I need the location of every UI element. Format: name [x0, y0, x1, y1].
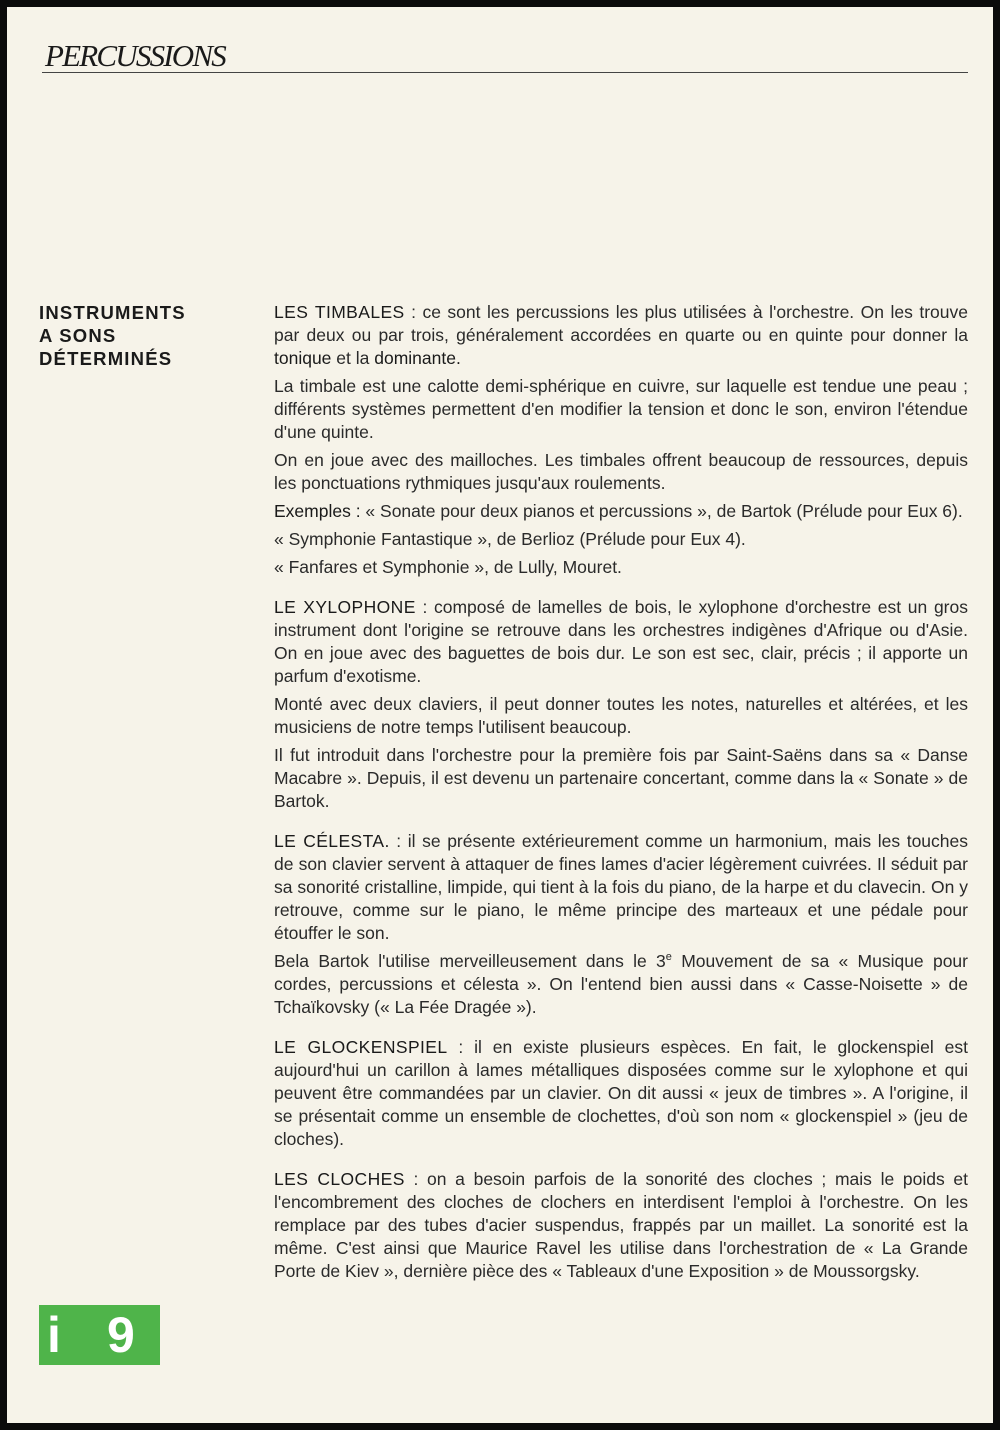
paragraph-text: Bela Bartok l'utilise merveilleusement dans le 3	[274, 951, 666, 971]
paragraph	[274, 500, 968, 523]
paragraph: « Fanfares et Symphonie », de Lully, Mouret.	[274, 557, 622, 577]
term-xylophone: LE XYLOPHONE	[274, 597, 416, 617]
paragraph-text: et la	[331, 348, 375, 368]
section-glockenspiel	[274, 1036, 968, 1151]
term-glockenspiel: LE GLOCKENSPIEL	[274, 1037, 448, 1057]
paragraph: Il fut introduit dans l'orchestre pour la première fois par Saint-Saëns dans sa « Danse Macabre ». Depuis, il est devenu un partenaire concertant, comme dans la « Sonate » de Bartok.	[274, 745, 968, 811]
term-timbales: LES TIMBALES	[274, 302, 405, 322]
term-cloches: LES CLOCHES	[274, 1169, 405, 1189]
document-page	[7, 7, 993, 1423]
paragraph	[274, 1036, 968, 1151]
paragraph	[274, 301, 968, 370]
section-timbales	[274, 301, 968, 579]
paragraph-text: Mouvement de sa « Musique pour cordes, percussions et célesta ». On l'entend bien aussi dans « Casse-Noisette » de Tchaïkovsky (« La Fée Dragée »).	[274, 951, 968, 1017]
paragraph	[274, 1168, 968, 1283]
side-heading	[39, 301, 186, 370]
emphasis-dominante: dominante.	[374, 348, 461, 368]
paragraph	[274, 830, 968, 945]
term-celesta: LE CÉLESTA.	[274, 831, 390, 851]
paragraph: On en joue avec des mailloches. Les timbales offrent beaucoup de ressources, depuis les ponctuations rythmiques jusqu'aux roulements.	[274, 450, 968, 493]
examples-label: Exemples :	[274, 501, 361, 521]
side-heading-line-2: A SONS	[39, 325, 117, 346]
info-icon: i	[47, 1307, 61, 1363]
superscript: e	[665, 951, 672, 964]
paragraph-text: : il en existe plusieurs espèces. En fait, le glockenspiel est aujourd'hui un carillon à lames métalliques disposées comme sur le xylophone et qui peuvent être commandées par un clavier. On dit aussi « jeux de timbres ». A l'origine, il se présentait comme un ensemble de clochettes, d'où son nom « glockenspiel » (jeu de cloches).	[274, 1037, 968, 1149]
section-celesta	[274, 830, 968, 1019]
paragraph: La timbale est une calotte demi-sphérique en cuivre, sur laquelle est tendue une peau ; différents systèmes permettent d'en modifier la tension et donc le son, environ l'étendue d'une quinte.	[274, 376, 968, 442]
section-cloches	[274, 1168, 968, 1283]
page-title: PERCUSSIONS	[45, 38, 225, 73]
paragraph-text: : on a besoin parfois de la sonorité des cloches ; mais le poids et l'encombrement des cloches de clochers en interdisent l'emploi à l'orchestre. On les remplace par des tubes d'acier suspendus, frappés par un maillet. La sonorité est la même. C'est ainsi que Maurice Ravel les utilise dans l'orchestration de « La Grande Porte de Kiev », dernière pièce des « Tableaux d'une Exposition » de Moussorgsky.	[274, 1169, 969, 1281]
paragraph: Monté avec deux claviers, il peut donner toutes les notes, naturelles et altérées, et les musiciens de notre temps l'utilisent beaucoup.	[274, 694, 968, 737]
header-rule	[42, 72, 968, 73]
section-xylophone	[274, 596, 968, 813]
page-number-badge	[39, 1305, 160, 1365]
paragraph-text: : composé de lamelles de bois, le xylophone d'orchestre est un gros instrument dont l'origine se retrouve dans les orchestres indigènes d'Afrique ou d'Asie. On en joue avec des baguettes de bois dur. Le son est sec, clair, précis ; il apporte un parfum d'exotisme.	[274, 597, 968, 686]
emphasis-tonique: tonique	[274, 348, 332, 368]
paragraph	[274, 950, 968, 1019]
page-number: 9	[107, 1307, 135, 1363]
side-heading-line-1: INSTRUMENTS	[39, 302, 186, 323]
paragraph-text: : ce sont les percussions les plus utilisées à l'orchestre. On les trouve par deux ou par trois, généralement accordées en quarte ou en quinte pour donner la	[274, 302, 968, 345]
paragraph-text: « Sonate pour deux pianos et percussions », de Bartok (Prélude pour Eux 6).	[360, 501, 963, 521]
side-heading-line-3: DÉTERMINÉS	[39, 348, 173, 369]
main-content	[274, 301, 968, 1300]
paragraph-text: : il se présente extérieurement comme un harmonium, mais les touches de son clavier servent à attaquer de fines lames d'acier légèrement cuivrées. Il séduit par sa sonorité cristalline, limpide, qui tient à la fois du piano, de la harpe et du clavecin. On y retrouve, comme sur le piano, le même principe des marteaux et une pédale pour étouffer le son.	[274, 831, 968, 943]
paragraph	[274, 596, 968, 688]
paragraph: « Symphonie Fantastique », de Berlioz (Prélude pour Eux 4).	[274, 529, 746, 549]
